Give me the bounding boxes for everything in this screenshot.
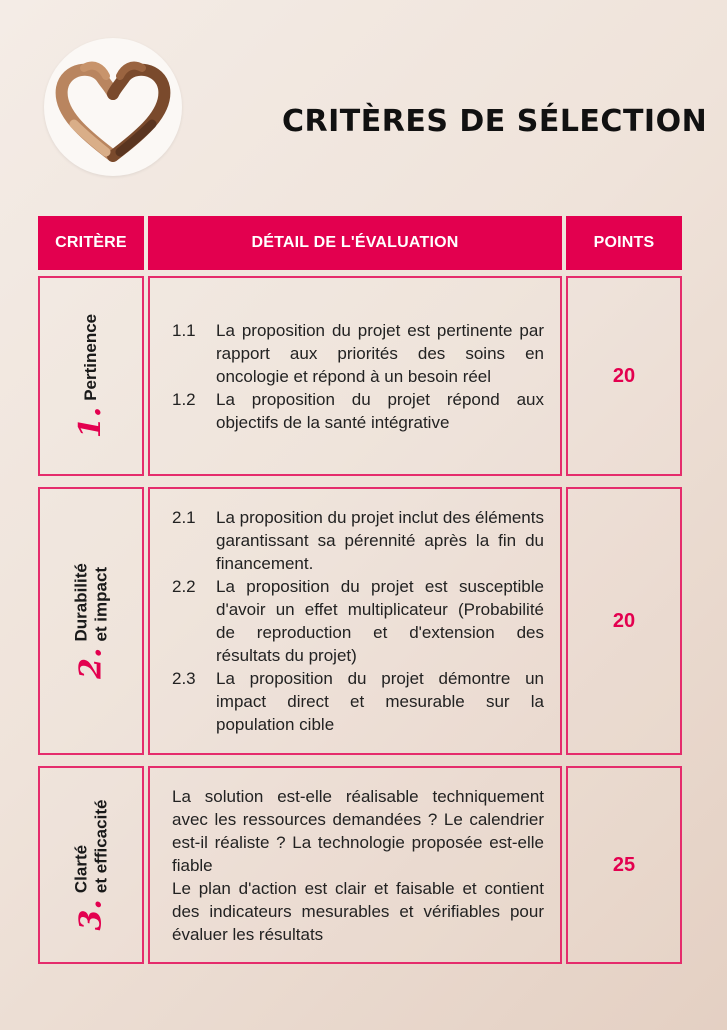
criterion-number: 1. xyxy=(73,406,108,439)
criterion-item: 1.1 La proposition du projet est pertinente par rapport aux priorités des soins en oncologie et répond à un besoin réel xyxy=(172,320,544,386)
criterion-cell-clarte xyxy=(38,766,144,964)
criterion-label: Durabilité et impact xyxy=(71,563,110,642)
detail-cell-clarte xyxy=(148,766,562,964)
criterion-item: 2.3 La proposition du projet démontre un impact direct et mesurable sur la population cible xyxy=(172,669,544,734)
criterion-item: 1.2 La proposition du projet répond aux objectifs de la santé intégrative xyxy=(172,389,544,432)
criterion-item: 2.2 La proposition du projet est susceptible d'avoir un effet multiplicateur (Probabilité de reproduction et d'extension des résultats du projet) xyxy=(172,577,544,665)
points-value: 20 xyxy=(612,364,636,387)
detail-cell-durabilite xyxy=(148,487,562,755)
points-cell-pertinence xyxy=(566,276,682,476)
criterion-item: 2.1 La proposition du projet inclut des éléments garantissant sa pérennité après la fin du financement. xyxy=(172,508,544,573)
points-cell-clarte xyxy=(566,766,682,964)
criterion-paragraph: Le plan d'action est clair et faisable et contient des indicateurs mesurables et vérifiables pour évaluer les résultats xyxy=(172,878,544,944)
column-header-label: POINTS xyxy=(593,234,655,251)
column-header-label: CRITÈRE xyxy=(55,234,127,251)
column-header-detail xyxy=(148,216,562,270)
criterion-number: 3. xyxy=(73,899,108,931)
column-header-label: DÉTAIL DE L'ÉVALUATION xyxy=(251,234,459,251)
detail-cell-pertinence xyxy=(148,276,562,476)
points-value: 20 xyxy=(612,609,636,632)
points-cell-durabilite xyxy=(566,487,682,755)
column-header-points xyxy=(566,216,682,270)
hands-heart-icon xyxy=(44,38,182,176)
hands-heart-logo xyxy=(44,38,182,176)
criterion-paragraph: La solution est-elle réalisable techniquement avec les ressources demandées ? Le calendrier est-il réaliste ? La technologie proposée est-elle fiable xyxy=(172,786,544,875)
page-title: CRITÈRES DE SÉLECTION xyxy=(282,104,708,139)
points-value: 25 xyxy=(612,853,636,876)
criterion-label: Pertinence xyxy=(81,313,101,401)
column-header-critere xyxy=(38,216,144,270)
criterion-number: 2. xyxy=(73,647,108,679)
criterion-cell-pertinence xyxy=(38,276,144,476)
criterion-label: Clarté et efficacité xyxy=(71,799,110,894)
criterion-cell-durabilite xyxy=(38,487,144,755)
